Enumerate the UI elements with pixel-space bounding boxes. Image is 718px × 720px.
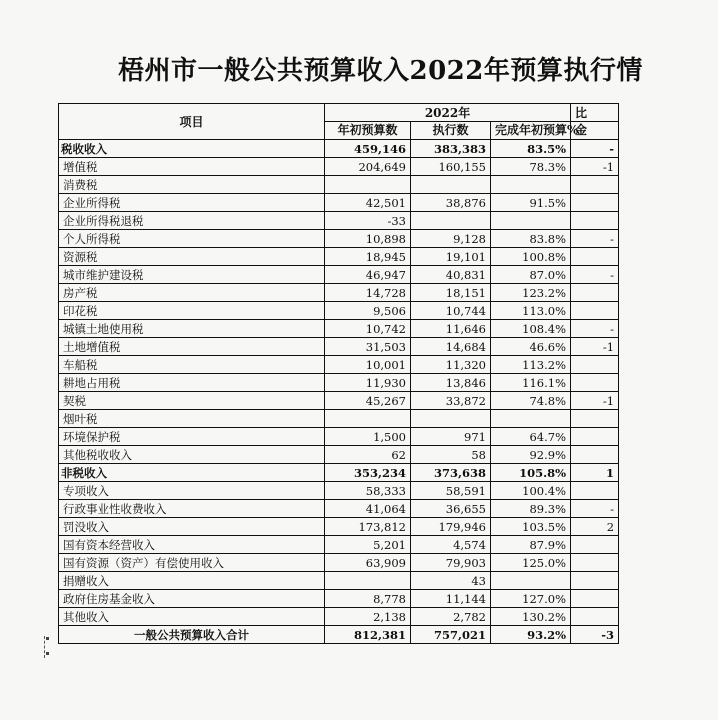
table-row — [59, 302, 619, 320]
row-rate-cell: 46.6% — [491, 338, 571, 356]
row-budget-cell: 58,333 — [325, 482, 411, 500]
row-rate-cell: 87.9% — [491, 536, 571, 554]
row-budget-cell: 41,064 — [325, 500, 411, 518]
row-rate-cell: 108.4% — [491, 320, 571, 338]
row-actual-cell: 179,946 — [411, 518, 491, 536]
budget-table-body — [59, 140, 619, 644]
table-row — [59, 230, 619, 248]
row-compare-cell — [571, 428, 619, 446]
row-name-cell: 消费税 — [59, 176, 325, 194]
table-row — [59, 554, 619, 572]
row-actual-cell: 11,320 — [411, 356, 491, 374]
row-name-cell: 城镇土地使用税 — [59, 320, 325, 338]
row-compare-cell: - — [571, 140, 619, 158]
row-budget-cell: 5,201 — [325, 536, 411, 554]
page-title: 梧州市一般公共预算收入2022年预算执行情 — [118, 56, 643, 86]
row-name-cell: 烟叶税 — [59, 410, 325, 428]
row-rate-cell: 100.4% — [491, 482, 571, 500]
row-actual-cell: 36,655 — [411, 500, 491, 518]
row-budget-cell: 10,898 — [325, 230, 411, 248]
row-rate-cell: 127.0% — [491, 590, 571, 608]
row-compare-cell — [571, 374, 619, 392]
row-compare-cell — [571, 482, 619, 500]
row-rate-cell: 93.2% — [491, 626, 571, 644]
row-name-cell: 增值税 — [59, 158, 325, 176]
row-actual-cell — [411, 410, 491, 428]
row-actual-cell: 757,021 — [411, 626, 491, 644]
column-header-year: 2022年 — [325, 104, 571, 122]
row-budget-cell: 11,930 — [325, 374, 411, 392]
row-budget-cell — [325, 176, 411, 194]
table-row — [59, 374, 619, 392]
row-compare-cell: - — [571, 320, 619, 338]
row-name-cell: 税收收入 — [59, 140, 325, 158]
row-actual-cell: 58 — [411, 446, 491, 464]
row-rate-cell: 78.3% — [491, 158, 571, 176]
row-name-cell: 国有资本经营收入 — [59, 536, 325, 554]
row-rate-cell: 113.0% — [491, 302, 571, 320]
table-row — [59, 410, 619, 428]
table-row — [59, 266, 619, 284]
row-name-cell: 车船税 — [59, 356, 325, 374]
row-compare-cell — [571, 356, 619, 374]
table-row — [59, 212, 619, 230]
row-budget-cell: 62 — [325, 446, 411, 464]
row-name-cell: 专项收入 — [59, 482, 325, 500]
table-row — [59, 248, 619, 266]
row-budget-cell: 10,001 — [325, 356, 411, 374]
table-row — [59, 590, 619, 608]
table-row — [59, 500, 619, 518]
row-budget-cell: 9,506 — [325, 302, 411, 320]
budget-table — [58, 103, 619, 644]
row-compare-cell — [571, 446, 619, 464]
column-header-item: 项目 — [59, 104, 325, 140]
table-row — [59, 482, 619, 500]
row-compare-cell: - — [571, 266, 619, 284]
row-actual-cell: 971 — [411, 428, 491, 446]
row-rate-cell: 91.5% — [491, 194, 571, 212]
row-rate-cell — [491, 176, 571, 194]
row-actual-cell: 33,872 — [411, 392, 491, 410]
row-compare-cell — [571, 536, 619, 554]
row-name-cell: 其他收入 — [59, 608, 325, 626]
row-name-cell: 房产税 — [59, 284, 325, 302]
row-compare-cell: -1 — [571, 338, 619, 356]
row-budget-cell: 459,146 — [325, 140, 411, 158]
row-rate-cell — [491, 572, 571, 590]
row-actual-cell: 40,831 — [411, 266, 491, 284]
row-actual-cell: 11,144 — [411, 590, 491, 608]
table-row — [59, 572, 619, 590]
table-row — [59, 608, 619, 626]
row-compare-cell — [571, 608, 619, 626]
row-actual-cell: 9,128 — [411, 230, 491, 248]
row-budget-cell: 63,909 — [325, 554, 411, 572]
row-name-cell: 企业所得税 — [59, 194, 325, 212]
table-row — [59, 338, 619, 356]
row-budget-cell: 204,649 — [325, 158, 411, 176]
row-actual-cell: 2,782 — [411, 608, 491, 626]
column-header-actual: 执行数 — [411, 122, 491, 140]
row-actual-cell: 19,101 — [411, 248, 491, 266]
row-budget-cell: 31,503 — [325, 338, 411, 356]
table-row — [59, 392, 619, 410]
row-name-cell: 国有资源（资产）有偿使用收入 — [59, 554, 325, 572]
row-rate-cell: 92.9% — [491, 446, 571, 464]
binding-dot — [46, 652, 49, 655]
row-actual-cell: 58,591 — [411, 482, 491, 500]
row-compare-cell: -3 — [571, 626, 619, 644]
row-compare-cell — [571, 212, 619, 230]
row-name-cell: 土地增值税 — [59, 338, 325, 356]
row-budget-cell: 14,728 — [325, 284, 411, 302]
row-compare-cell — [571, 302, 619, 320]
row-actual-cell: 383,383 — [411, 140, 491, 158]
row-name-cell: 非税收入 — [59, 464, 325, 482]
table-row — [59, 446, 619, 464]
row-actual-cell: 160,155 — [411, 158, 491, 176]
row-rate-cell — [491, 410, 571, 428]
row-actual-cell: 18,151 — [411, 284, 491, 302]
table-row — [59, 284, 619, 302]
row-rate-cell: 130.2% — [491, 608, 571, 626]
budget-table-container — [58, 103, 618, 644]
row-compare-cell: 2 — [571, 518, 619, 536]
row-budget-cell: 45,267 — [325, 392, 411, 410]
row-actual-cell: 10,744 — [411, 302, 491, 320]
column-header-budget: 年初预算数 — [325, 122, 411, 140]
row-rate-cell — [491, 212, 571, 230]
row-actual-cell: 373,638 — [411, 464, 491, 482]
row-rate-cell: 100.8% — [491, 248, 571, 266]
row-budget-cell: 46,947 — [325, 266, 411, 284]
row-name-cell: 罚没收入 — [59, 518, 325, 536]
table-row — [59, 176, 619, 194]
binding-dot — [46, 637, 49, 640]
row-budget-cell: 173,812 — [325, 518, 411, 536]
row-rate-cell: 116.1% — [491, 374, 571, 392]
row-actual-cell: 11,646 — [411, 320, 491, 338]
row-actual-cell: 13,846 — [411, 374, 491, 392]
row-actual-cell: 14,684 — [411, 338, 491, 356]
row-rate-cell: 113.2% — [491, 356, 571, 374]
row-compare-cell — [571, 572, 619, 590]
row-name-cell: 印花税 — [59, 302, 325, 320]
row-rate-cell: 74.8% — [491, 392, 571, 410]
row-compare-cell — [571, 284, 619, 302]
row-budget-cell: 8,778 — [325, 590, 411, 608]
table-row — [59, 356, 619, 374]
row-rate-cell: 125.0% — [491, 554, 571, 572]
row-name-cell: 资源税 — [59, 248, 325, 266]
row-name-cell: 政府住房基金收入 — [59, 590, 325, 608]
row-actual-cell — [411, 176, 491, 194]
row-rate-cell: 89.3% — [491, 500, 571, 518]
row-compare-cell — [571, 410, 619, 428]
row-budget-cell: -33 — [325, 212, 411, 230]
row-budget-cell: 353,234 — [325, 464, 411, 482]
row-name-cell: 城市维护建设税 — [59, 266, 325, 284]
row-budget-cell: 1,500 — [325, 428, 411, 446]
table-section-row — [59, 464, 619, 482]
row-name-cell: 行政事业性收费收入 — [59, 500, 325, 518]
row-compare-cell — [571, 194, 619, 212]
row-compare-cell: -1 — [571, 392, 619, 410]
row-rate-cell: 105.8% — [491, 464, 571, 482]
row-actual-cell: 4,574 — [411, 536, 491, 554]
row-compare-cell: - — [571, 230, 619, 248]
row-budget-cell: 18,945 — [325, 248, 411, 266]
row-compare-cell — [571, 176, 619, 194]
row-budget-cell: 10,742 — [325, 320, 411, 338]
table-row — [59, 518, 619, 536]
row-name-cell: 环境保护税 — [59, 428, 325, 446]
row-actual-cell: 43 — [411, 572, 491, 590]
row-rate-cell: 83.5% — [491, 140, 571, 158]
row-rate-cell: 87.0% — [491, 266, 571, 284]
row-actual-cell: 38,876 — [411, 194, 491, 212]
row-compare-cell — [571, 248, 619, 266]
row-compare-cell: 1 — [571, 464, 619, 482]
row-rate-cell: 83.8% — [491, 230, 571, 248]
row-actual-cell: 79,903 — [411, 554, 491, 572]
row-rate-cell: 64.7% — [491, 428, 571, 446]
column-header-compare-sub: 金 — [571, 122, 619, 140]
row-rate-cell: 123.2% — [491, 284, 571, 302]
row-name-cell: 企业所得税退税 — [59, 212, 325, 230]
row-name-cell: 个人所得税 — [59, 230, 325, 248]
row-compare-cell: - — [571, 500, 619, 518]
row-budget-cell: 42,501 — [325, 194, 411, 212]
table-row — [59, 158, 619, 176]
table-section-row — [59, 140, 619, 158]
row-compare-cell — [571, 554, 619, 572]
row-actual-cell — [411, 212, 491, 230]
row-budget-cell — [325, 410, 411, 428]
row-name-cell: 契税 — [59, 392, 325, 410]
row-budget-cell — [325, 572, 411, 590]
row-compare-cell: -1 — [571, 158, 619, 176]
row-budget-cell: 2,138 — [325, 608, 411, 626]
column-header-rate: 完成年初预算% — [491, 122, 571, 140]
row-name-cell: 捐赠收入 — [59, 572, 325, 590]
row-name-cell: 耕地占用税 — [59, 374, 325, 392]
table-row — [59, 428, 619, 446]
row-name-cell: 一般公共预算收入合计 — [59, 626, 325, 644]
table-row — [59, 194, 619, 212]
table-total-row — [59, 626, 619, 644]
row-rate-cell: 103.5% — [491, 518, 571, 536]
table-row — [59, 536, 619, 554]
table-row — [59, 320, 619, 338]
row-compare-cell — [571, 590, 619, 608]
row-budget-cell: 812,381 — [325, 626, 411, 644]
row-name-cell: 其他税收收入 — [59, 446, 325, 464]
column-header-compare: 比 — [571, 104, 619, 122]
